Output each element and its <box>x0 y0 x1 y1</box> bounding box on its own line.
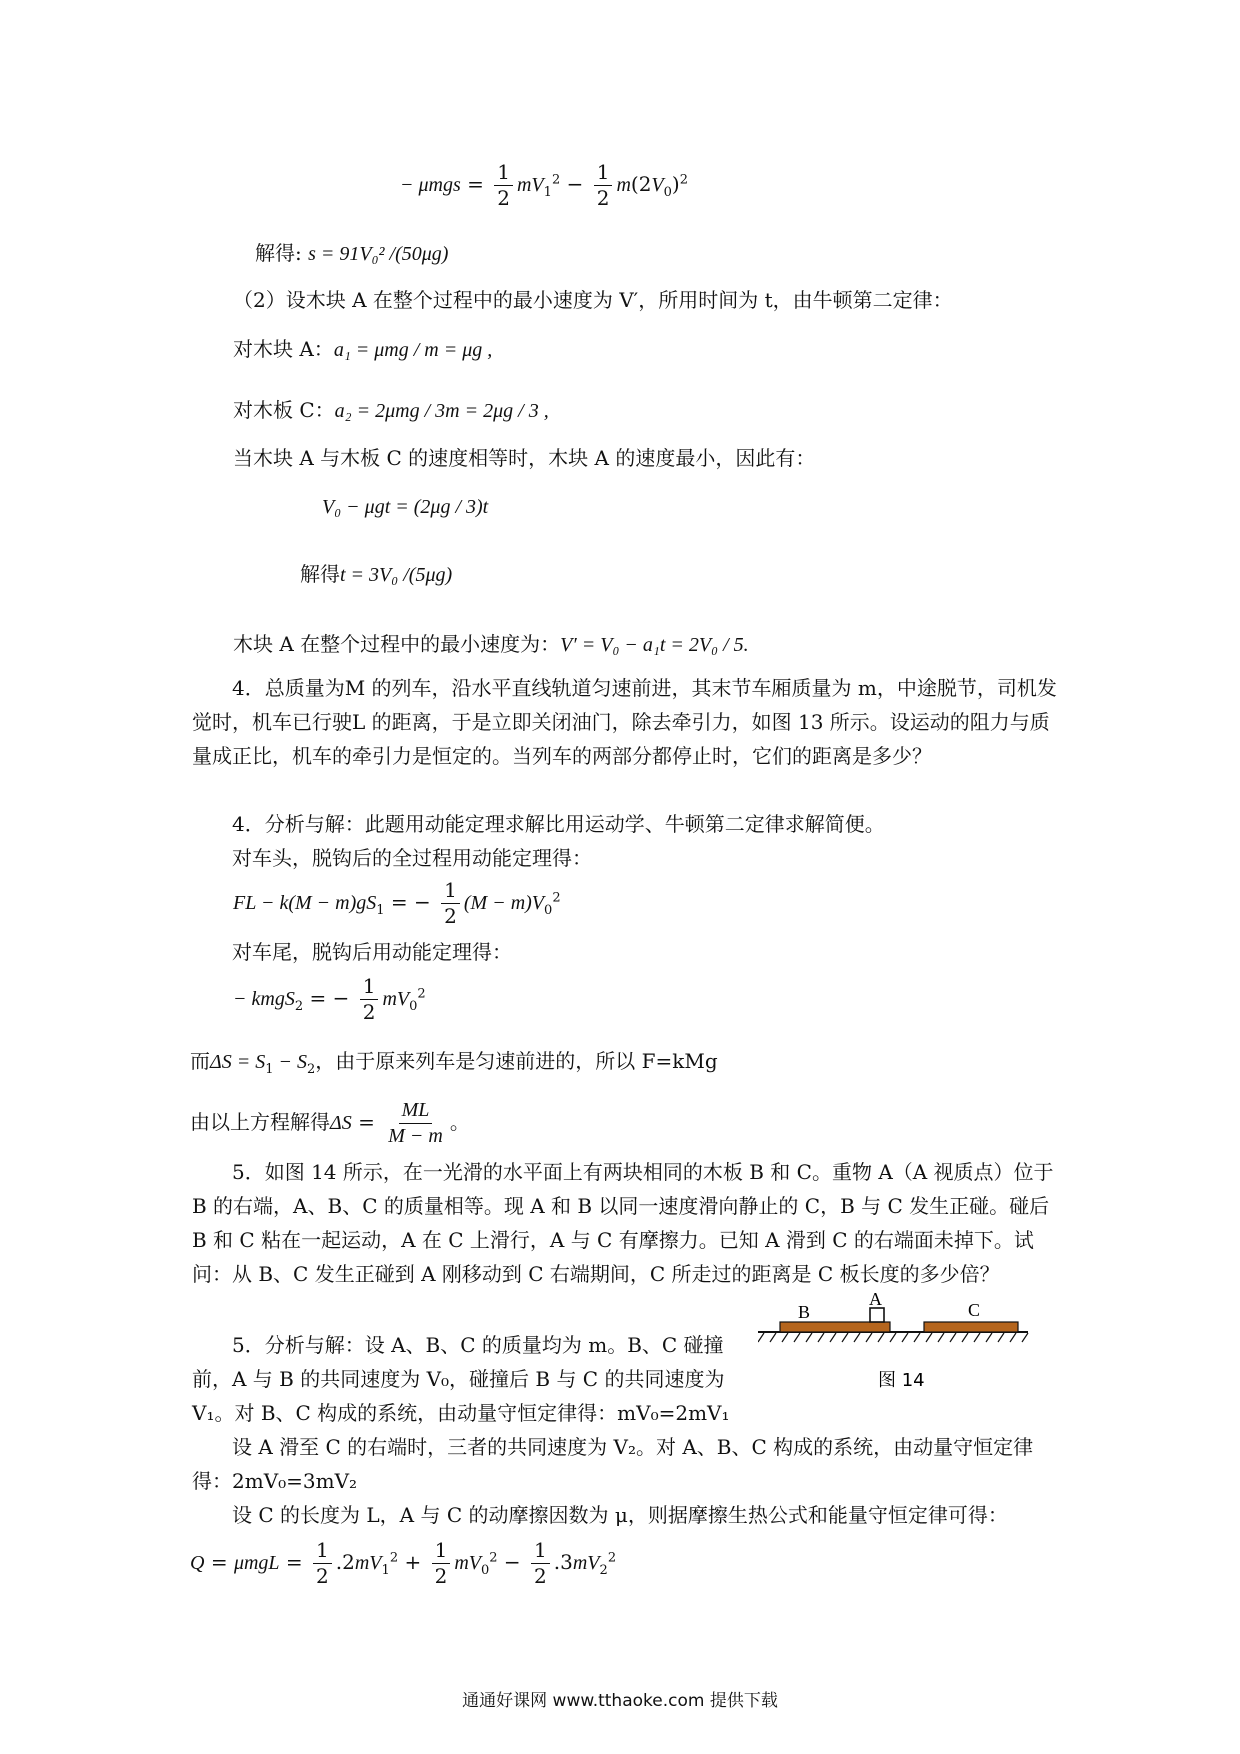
delta-s-definition: 而$\Delta S = S_1 - S_2$，由于原来列车是匀速前进的，所以 F=kMg <box>190 1049 718 1077</box>
part2-intro: （2）设木块 A 在整个过程中的最小速度为 V′，所用时间为 t，由牛顿第二定律： <box>233 288 953 312</box>
equation-heat-energy: Q = μmgL = $\frac{1}{2}$ $.2mV_1^2$ + $\frac{1}{2}$ $mV_0^2$ − $\frac{1}{2}$ $.3mV_2^2$ <box>190 1538 617 1588</box>
analysis-4: 4．分析与解：此题用动能定理求解比用运动学、牛顿第二定律求解简便。 <box>232 812 885 836</box>
equation-train-head: FL − $k(M - m)gS_1$ = − $\frac{1}{2}$ $(M - m)V_0^2$ <box>233 878 561 928</box>
result-delta-s: 由以上方程解得ΔS = $\frac{ML}{M - m}$ 。 <box>190 1099 470 1147</box>
acceleration-a1: 对木块 A：a₁ = μmg / m = μg , <box>233 337 493 361</box>
footer: 通通好课网 www.tthaoke.com 提供下载 <box>462 1691 778 1711</box>
analysis-5-step3: 设 C 的长度为 L，A 与 C 的动摩擦因数为 μ，则据摩擦生热公式和能量守恒定律可得： <box>232 1503 1008 1527</box>
min-speed-result: 木块 A 在整个过程中的最小速度为：V′ = V₀ − a₁t = 2V₀ / 5. <box>233 632 749 656</box>
min-speed-condition: 当木块 A 与木板 C 的速度相等时，木块 A 的速度最小，因此有： <box>233 446 816 470</box>
label-b: B <box>798 1302 811 1322</box>
figure-14-diagram <box>758 1290 1048 1400</box>
block-a <box>870 1308 884 1322</box>
board-b <box>780 1322 890 1332</box>
solution-s: 解得: s = 91V₀² /(50μg) <box>255 241 449 265</box>
figure-14-caption: 图 14 <box>878 1370 925 1391</box>
equation-velocity-equal: V₀ − μgt = (2μg / 3)t <box>322 496 489 518</box>
question-5: 5．如图 14 所示，在一光滑的水平面上有两块相同的木板 B 和 C。重物 A（A 视质点）位于 B 的右端，A、B、C 的质量相等。现 A 和 B 以同一速度滑向静止的 C，B 与 C 发生正碰。碰后 B 和 C 粘在一起运动，A 在 C 上滑行，A 与 C 有摩擦力。已知 A 滑到 C 的右端面未掉下。试问：从 B、C 发生正碰到 A 刚移动到 C 右端期间，C 所走过的距离是 C 板长度的多少倍？ <box>192 1160 1054 1286</box>
board-c <box>924 1322 1018 1332</box>
equation-train-tail: − kmgS$_2$ = − $\frac{1}{2}$ $mV_0^2$ <box>233 974 426 1024</box>
acceleration-a2: 对木板 C：a₂ = 2μmg / 3m = 2μg / 3 , <box>233 398 549 422</box>
train-head-label: 对车头，脱钩后的全过程用动能定理得： <box>232 846 592 870</box>
label-a: A <box>869 1290 882 1309</box>
analysis-5: 5．分析与解：设 A、B、C 的质量均为 m。B、C 碰撞前，A 与 B 的共同速度为 V₀，碰撞后 B 与 C 的共同速度为 V₁。对 B、C 构成的系统，由动量守恒定律得：mV₀=2mV₁ <box>192 1333 730 1425</box>
analysis-5-step2: 设 A 滑至 C 的右端时，三者的共同速度为 V₂。对 A、B、C 构成的系统，由动量守恒定律得：2mV₀=3mV₂ <box>192 1435 1034 1493</box>
equation-energy-block: − μmgs = $\frac{1}{2}$ $mV_1^2$ − $\frac{1}{2}$ $m(2V_0)^2$ <box>400 160 689 210</box>
solution-t: 解得t = 3V₀ /(5μg) <box>300 562 453 586</box>
train-tail-label: 对车尾，脱钩后用动能定理得： <box>232 940 512 964</box>
label-c: C <box>968 1300 981 1320</box>
question-4: 4．总质量为M 的列车，沿水平直线轨道匀速前进，其末节车厢质量为 m，中途脱节，司机发觉时，机车已行驶L 的距离，于是立即关闭油门，除去牵引力，如图 13 所示。设运动的阻力与质量成正比，机车的牵引力是恒定的。当列车的两部分都停止时，它们的距离是多少？ <box>192 676 1057 768</box>
